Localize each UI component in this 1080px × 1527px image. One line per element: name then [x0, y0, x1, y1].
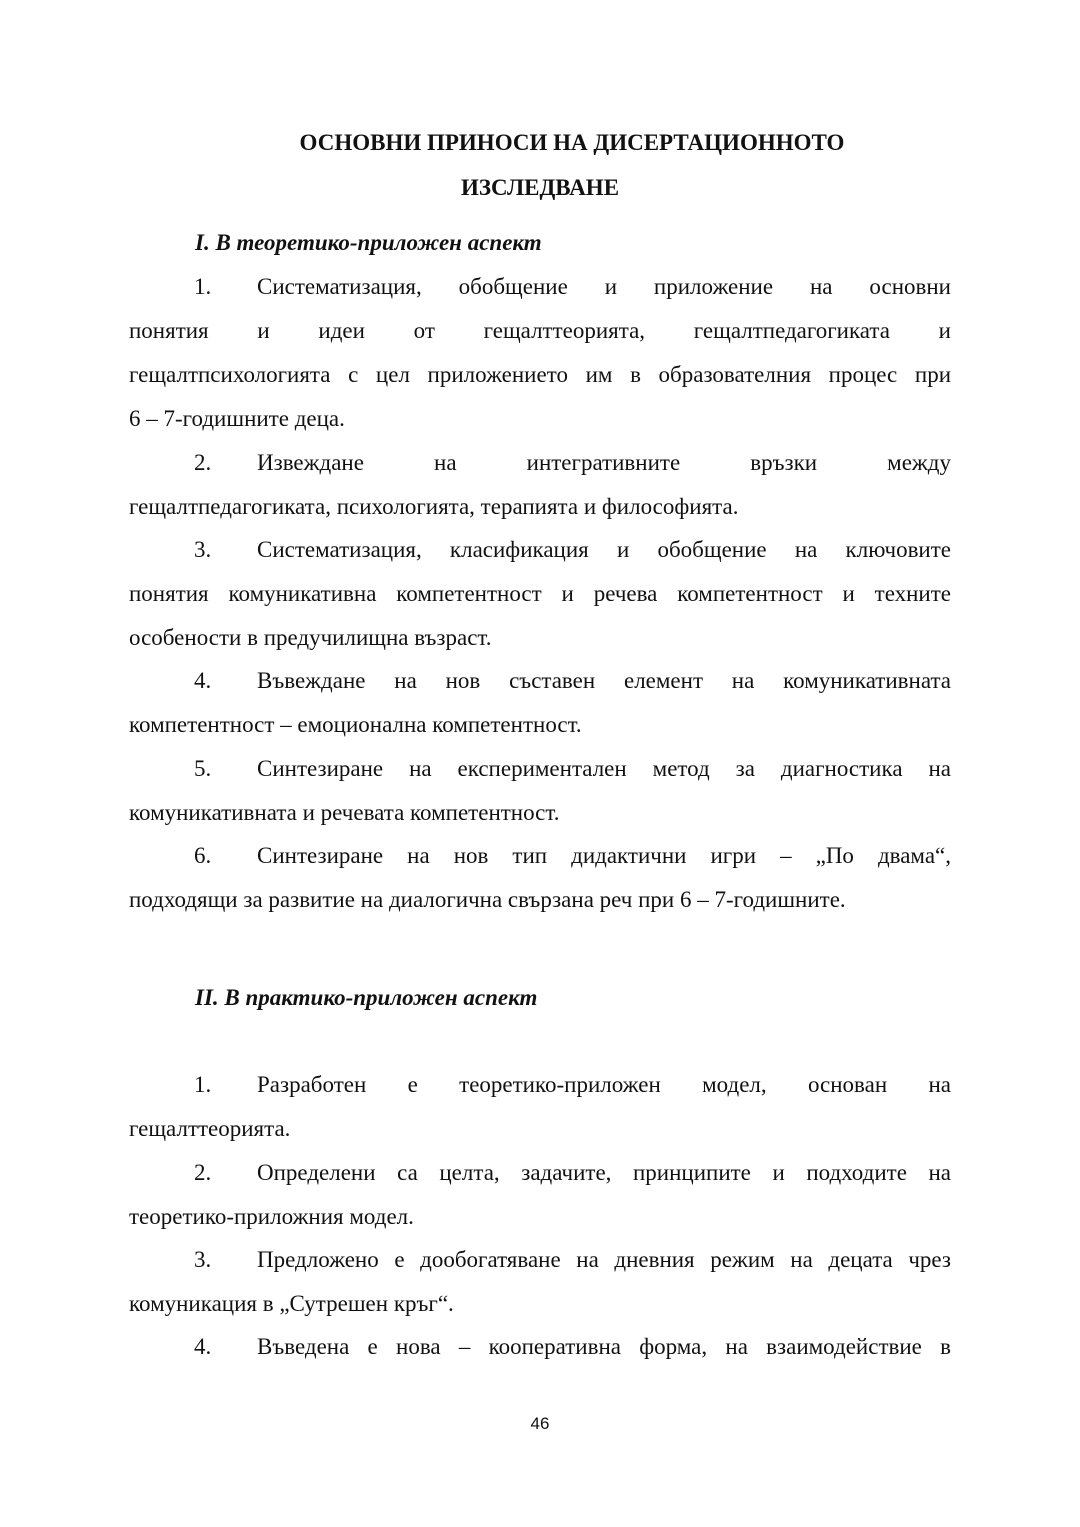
item-number: 3. [194, 1247, 212, 1272]
item-text: гещалтпсихологията с цел приложението им в образователния процес при [129, 362, 951, 387]
item-number: 6. [194, 843, 212, 868]
item-text: подходящи за развитие на диалогична свързана реч при 6 – 7-годишните. [129, 887, 846, 912]
item-text: компетентност – емоционална компетентност. [129, 712, 582, 737]
list-item [129, 1245, 951, 1333]
item-text: Систематизация, класификация и обобщение на ключовите [257, 537, 951, 562]
section-heading-practical: II. В практико-приложен аспект [195, 985, 538, 1010]
item-text: понятия и идеи от гещалттеорията, гещалтпедагогиката и [129, 318, 951, 343]
list-item [129, 754, 951, 842]
list-item [129, 448, 951, 536]
item-text: теоретико-приложния модел. [129, 1204, 414, 1229]
item-text: Систематизация, обобщение и приложение на основни [257, 274, 951, 299]
item-text: Предложено е дообогатяване на дневния режим на децата чрез [257, 1247, 951, 1272]
item-text: Синтезиране на нов тип дидактични игри – „По двама“, [257, 843, 951, 868]
item-number: 1. [194, 1072, 212, 1097]
item-text: Синтезиране на експериментален метод за диагностика на [257, 756, 951, 781]
item-number: 2. [194, 450, 212, 475]
item-text: гещалтпедагогиката, психологията, терапията и философията. [129, 494, 739, 519]
item-text: понятия комуникативна компетентност и речева компетентност и техните [129, 581, 951, 606]
item-number: 1. [194, 274, 212, 299]
item-text: комуникативната и речевата компетентност. [129, 800, 560, 825]
item-text: особености в предучилищна възраст. [129, 625, 492, 650]
item-text: комуникация в „Сутрешен кръг“. [129, 1291, 454, 1316]
item-number: 5. [194, 756, 212, 781]
item-text: Извеждане на интегративните връзки между [257, 450, 951, 475]
section-heading-theoretical: I. В теоретико-приложен аспект [195, 230, 542, 255]
item-text: Въведена е нова – кооперативна форма, на взаимодействие в [257, 1334, 951, 1359]
list-item [129, 841, 951, 929]
item-number: 2. [194, 1160, 212, 1185]
list-item [129, 666, 951, 754]
list-item [129, 535, 951, 667]
page-number: 46 [530, 1414, 550, 1433]
item-text: Въвеждане на нов съставен елемент на комуникативната [257, 668, 951, 693]
item-number: 4. [194, 668, 212, 693]
item-number: 4. [194, 1334, 212, 1359]
item-text: Определени са целта, задачите, принципите и подходите на [257, 1160, 951, 1185]
page-title-line-1: ОСНОВНИ ПРИНОСИ НА ДИСЕРТАЦИОННОТО [299, 130, 845, 155]
list-item [129, 1070, 951, 1158]
list-item [129, 1158, 951, 1246]
page-title-line-2: ИЗСЛЕДВАНЕ [460, 175, 620, 200]
list-item [129, 272, 951, 448]
list-item [129, 1332, 951, 1376]
item-text: 6 – 7-годишните деца. [129, 406, 345, 431]
item-text: Разработен е теоретико-приложен модел, основан на [257, 1072, 951, 1097]
item-number: 3. [194, 537, 212, 562]
item-text: гещалттеорията. [129, 1116, 291, 1141]
